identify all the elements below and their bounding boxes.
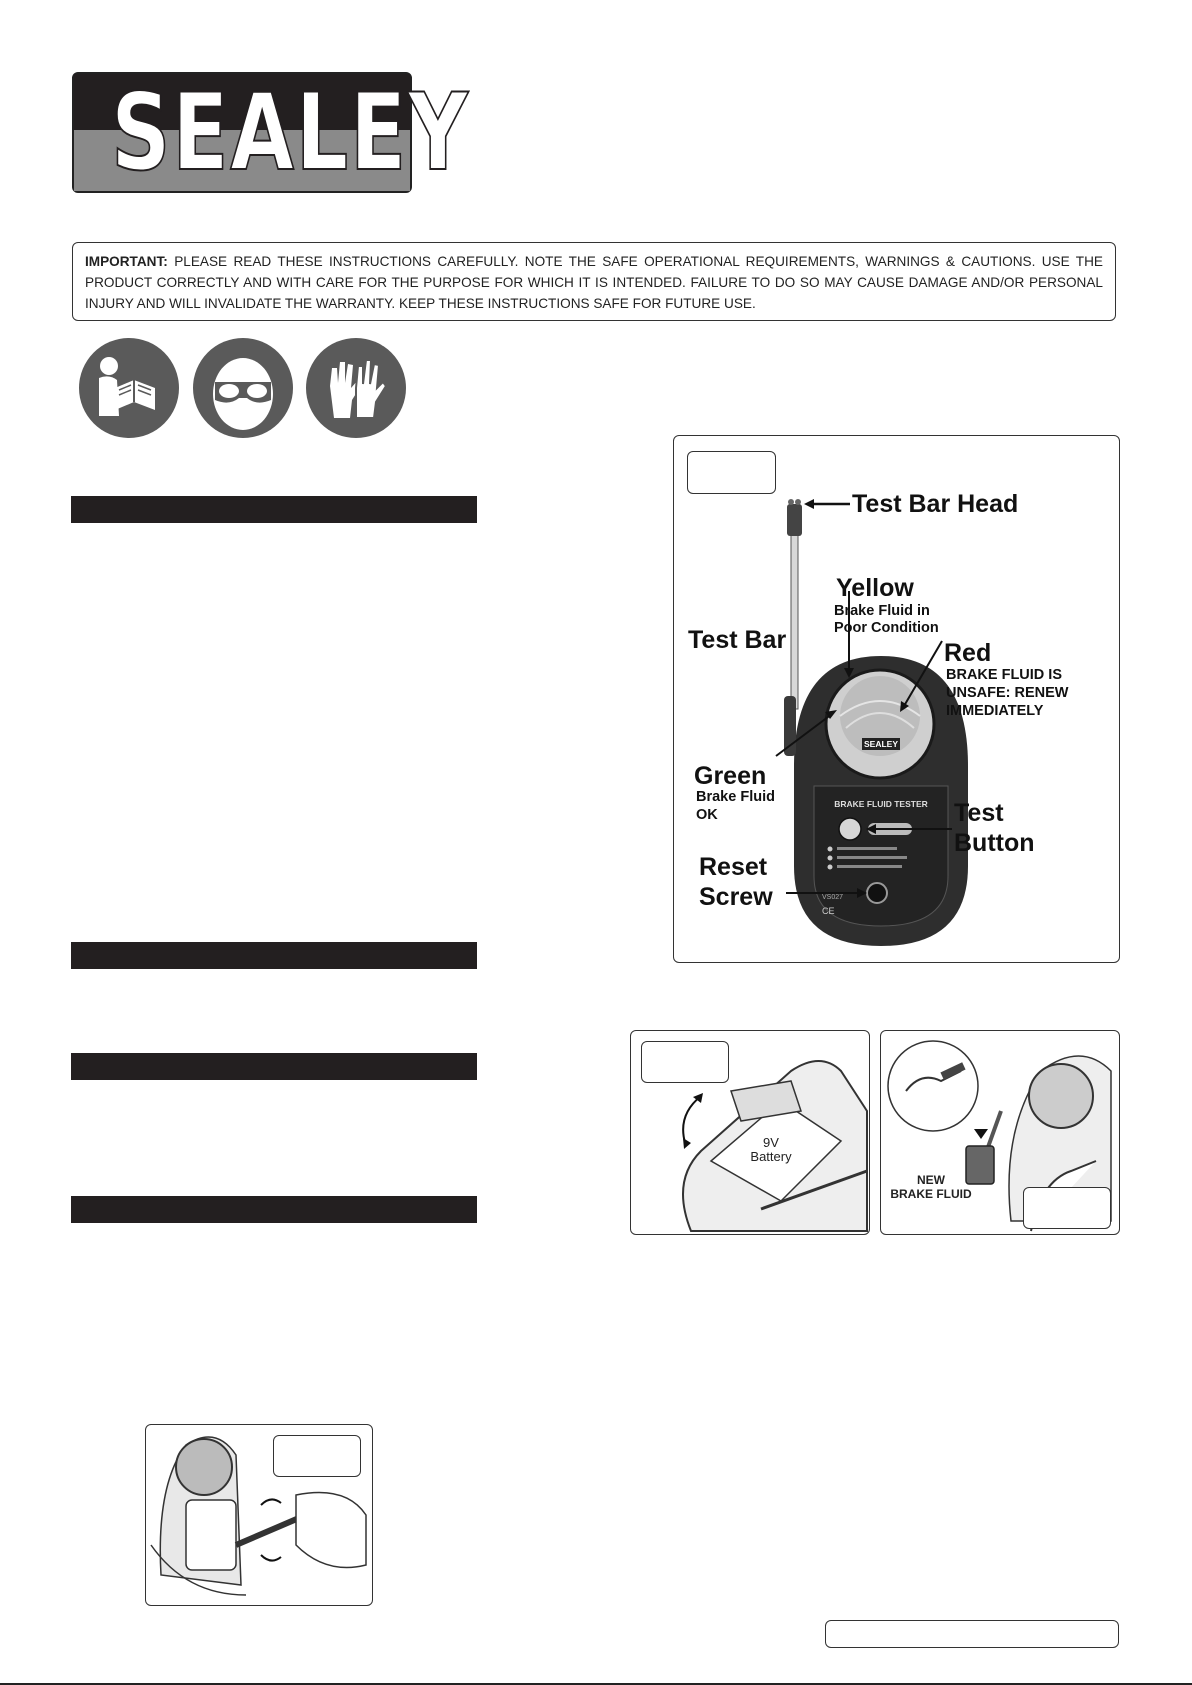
device-badge: SEALEY — [863, 739, 898, 749]
battery-label-2: Battery — [750, 1149, 792, 1164]
figure-main-frame — [673, 435, 1120, 963]
important-notice — [72, 242, 1116, 321]
label-green-desc-1: Brake Fluid — [696, 789, 775, 805]
section-bar-1 — [71, 496, 477, 523]
fluid-label-1: NEW — [917, 1173, 945, 1187]
section-bar-4 — [71, 1196, 477, 1223]
gloves-icon — [306, 338, 406, 438]
label-red-desc-3: IMMEDIATELY — [946, 703, 1044, 719]
label-reset-screw-1: Reset — [699, 853, 768, 881]
label-reset-screw-2: Screw — [699, 883, 773, 911]
label-test-button-2: Button — [954, 829, 1035, 857]
section-bar-3 — [71, 1053, 477, 1080]
sealey-logo — [72, 71, 470, 194]
label-green-desc-2: OK — [696, 807, 718, 823]
battery-label-1: 9V — [763, 1135, 779, 1150]
label-test-button-1: Test — [954, 799, 1004, 827]
device-ce-mark: CE — [822, 906, 835, 916]
label-red-desc-1: BRAKE FLUID IS — [946, 667, 1062, 683]
footer-reference-box — [825, 1620, 1119, 1648]
label-yellow-desc-1: Brake Fluid in — [834, 603, 930, 619]
section-bar-2 — [71, 942, 477, 969]
figure-reset-frame — [145, 1424, 373, 1606]
label-yellow: Yellow — [836, 574, 914, 602]
label-test-bar-head: Test Bar Head — [852, 490, 1019, 518]
label-test-bar: Test Bar — [688, 626, 787, 654]
device-panel-title: BRAKE FLUID TESTER — [834, 799, 928, 809]
important-text: PLEASE READ THESE INSTRUCTIONS CAREFULLY. NOTE THE SAFE OPERATIONAL REQUIREMENTS, WARNINGS & CAUTIONS. USE THE PRODUCT CORRECTLY AND WITH CARE FOR THE PURPOSE FOR WHICH IT IS INTENDED. FAILURE TO DO SO MAY CAUSE DAMAGE AND/OR PERSONAL INJURY AND WILL INVALIDATE THE WARRANTY. KEEP THESE INSTRUCTIONS SAFE FOR FUTURE USE. — [85, 254, 1103, 311]
safety-goggles-icon — [193, 338, 293, 438]
figure-fluid-tag — [1023, 1187, 1111, 1229]
label-red: Red — [944, 639, 992, 667]
fluid-label-2: BRAKE FLUID — [890, 1187, 972, 1201]
figure-battery-tag — [641, 1041, 729, 1083]
logo-text: SEALEY — [110, 71, 470, 194]
device-model: VS027 — [822, 894, 844, 901]
label-green: Green — [694, 762, 767, 790]
figure-battery-frame — [630, 1030, 870, 1235]
read-manual-icon — [79, 338, 179, 438]
label-yellow-desc-2: Poor Condition — [834, 620, 939, 636]
figure-fluid-frame — [880, 1030, 1120, 1235]
figure-reset-tag — [273, 1435, 361, 1477]
important-label: IMPORTANT: — [85, 254, 168, 269]
label-red-desc-2: UNSAFE: RENEW — [946, 685, 1069, 701]
